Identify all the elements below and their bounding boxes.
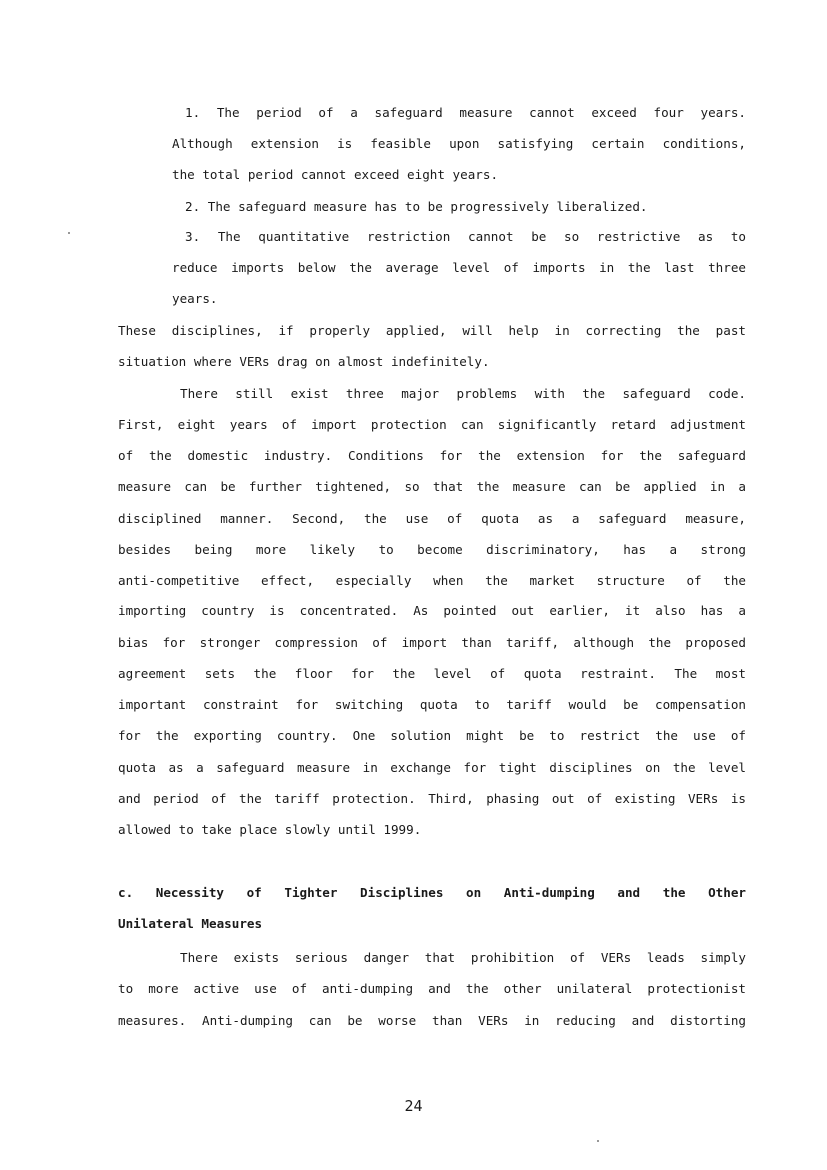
list-item-3-line-2: reduce imports below the average level of imports in the last three xyxy=(172,260,746,275)
paragraph-2-line-3: of the domestic industry. Conditions for the extension for the safeguard xyxy=(118,448,746,463)
section-heading-line-2: Unilateral Measures xyxy=(118,916,263,931)
paragraph-3-line-1: There exists serious danger that prohibition of VERs leads simply xyxy=(180,950,746,965)
paragraph-2-line-6: besides being more likely to become discriminatory, has a strong xyxy=(118,542,746,557)
list-item-3-line-1: 3. The quantitative restriction cannot be so restrictive as to xyxy=(185,229,746,244)
paragraph-1-line-1: These disciplines, if properly applied, will help in correcting the past xyxy=(118,323,746,338)
scan-speck xyxy=(68,232,70,234)
paragraph-2-line-11: important constraint for switching quota to tariff would be compensation xyxy=(118,697,746,712)
page-number: 24 xyxy=(404,1097,423,1115)
paragraph-2-line-15: allowed to take place slowly until 1999. xyxy=(118,822,422,837)
paragraph-2-line-13: quota as a safeguard measure in exchange for tight disciplines on the level xyxy=(118,760,746,775)
paragraph-2-line-8: importing country is concentrated. As pointed out earlier, it also has a xyxy=(118,603,746,618)
paragraph-2-line-4: measure can be further tightened, so that the measure can be applied in a xyxy=(118,479,746,494)
list-item-2-line-1: 2. The safeguard measure has to be progressively liberalized. xyxy=(185,199,648,214)
paragraph-2-line-1: There still exist three major problems with the safeguard code. xyxy=(180,386,746,401)
paragraph-2-line-10: agreement sets the floor for the level of quota restraint. The most xyxy=(118,666,746,681)
paragraph-2-line-5: disciplined manner. Second, the use of quota as a safeguard measure, xyxy=(118,511,746,526)
scan-speck xyxy=(597,1140,599,1142)
paragraph-2-line-9: bias for stronger compression of import than tariff, although the proposed xyxy=(118,635,746,650)
list-item-1-line-3: the total period cannot exceed eight years. xyxy=(172,167,499,182)
list-item-3-line-3: years. xyxy=(172,291,218,306)
paragraph-3-line-2: to more active use of anti-dumping and the other unilateral protectionist xyxy=(118,981,746,996)
paragraph-1-line-2: situation where VERs drag on almost indefinitely. xyxy=(118,354,490,369)
paragraph-2-line-2: First, eight years of import protection can significantly retard adjustment xyxy=(118,417,746,432)
list-item-1-line-1: 1. The period of a safeguard measure cannot exceed four years. xyxy=(185,105,746,120)
paragraph-2-line-7: anti-competitive effect, especially when the market structure of the xyxy=(118,573,746,588)
paragraph-2-line-12: for the exporting country. One solution might be to restrict the use of xyxy=(118,728,746,743)
paragraph-2-line-14: and period of the tariff protection. Third, phasing out of existing VERs is xyxy=(118,791,746,806)
paragraph-3-line-3: measures. Anti-dumping can be worse than VERs in reducing and distorting xyxy=(118,1013,746,1028)
section-heading-line-1: c. Necessity of Tighter Disciplines on Anti-dumping and the Other xyxy=(118,885,746,900)
list-item-1-line-2: Although extension is feasible upon satisfying certain conditions, xyxy=(172,136,746,151)
